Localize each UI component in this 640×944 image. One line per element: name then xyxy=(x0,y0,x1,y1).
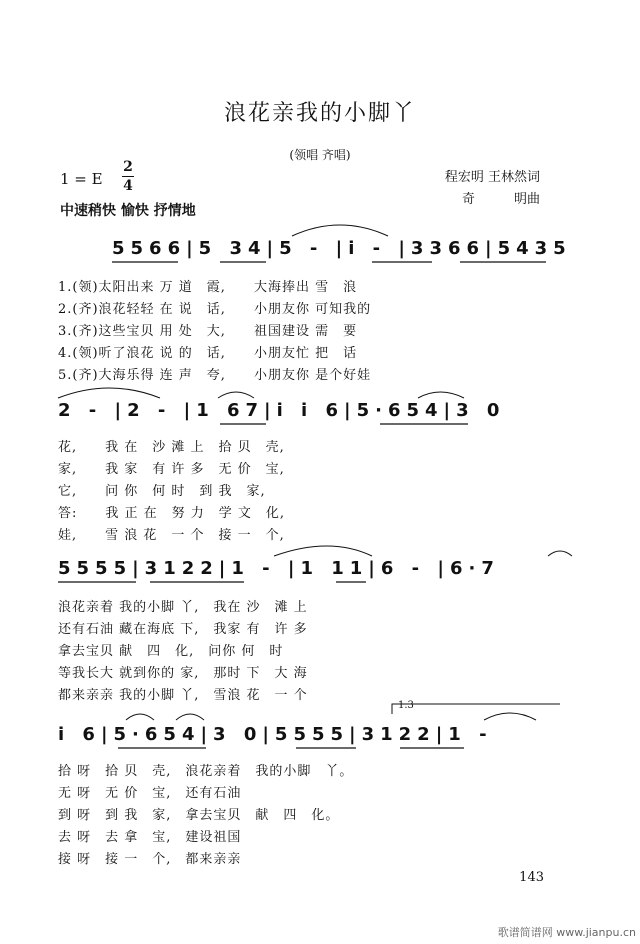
verse-line: 1.(领)太阳出来 万 道 霞, 大海捧出 雪 浪 xyxy=(58,280,358,295)
verse-line: 5.(齐)大海乐得 连 声 夸, 小朋友你 是个好娃 xyxy=(58,368,372,383)
slur xyxy=(58,388,160,398)
slur xyxy=(418,392,464,398)
slur xyxy=(176,714,204,720)
slur xyxy=(292,225,388,236)
verse-line: 拾 呀 拾 贝 壳, 浪花亲着 我的小脚 丫。 xyxy=(58,764,354,779)
composer-credit: 奇 明曲 xyxy=(461,192,540,207)
verse-line: 接 呀 接 一 个, 都来亲亲 xyxy=(58,852,242,867)
verse-line: 拿去宝贝 献 四 化, 问你 何 时 xyxy=(58,644,284,659)
time-signature-top: 2 xyxy=(123,159,133,175)
watermark: 歌谱简谱网 www.jianpu.cn xyxy=(497,926,636,939)
verse-line: 都来亲亲 我的小脚 丫, 雪浪 花 一 个 xyxy=(58,688,308,703)
time-signature-bottom: 4 xyxy=(123,178,133,194)
slur xyxy=(274,546,372,556)
verse-line: 它, 问 你 何 时 到 我 家, xyxy=(58,484,266,499)
time-signature xyxy=(122,158,134,195)
slur xyxy=(126,714,154,720)
verse-line: 答: 我 正 在 努 力 学 文 化, xyxy=(58,506,286,521)
verse-line: 等我长大 就到你的 家, 那时 下 大 海 xyxy=(58,666,308,681)
verse-line: 2.(齐)浪花轻轻 在 说 话, 小朋友你 可知我的 xyxy=(58,302,372,317)
notation-line-4: i 6|5·654|3 0|5555|3122|1 - xyxy=(58,724,493,745)
verse-line: 还有石油 藏在海底 下, 我家 有 许 多 xyxy=(58,622,308,637)
page-number: 143 xyxy=(519,870,544,885)
song-title: 浪花亲我的小脚丫 xyxy=(223,101,416,126)
volta-bracket xyxy=(392,704,560,714)
slur xyxy=(484,713,536,720)
verse-line: 家, 我 家 有 许 多 无 价 宝, xyxy=(58,462,285,477)
verse-line: 去 呀 去 拿 宝, 建设祖国 xyxy=(58,830,242,845)
notation-line-2: 2 - |2 - |1 67|i i 6|5·654|3 0 xyxy=(58,400,506,421)
key-signature: 1 = E xyxy=(60,170,103,188)
slur xyxy=(218,392,254,398)
verse-line: 浪花亲着 我的小脚 丫, 我在 沙 滩 上 xyxy=(58,600,308,615)
lyricist-credit: 程宏明 王林然词 xyxy=(444,170,540,185)
performance-note: (领唱 齐唱) xyxy=(289,148,351,162)
verse-line: 无 呀 无 价 宝, 还有石油 xyxy=(58,786,242,801)
volta-mark: 1.3 xyxy=(398,700,414,711)
notation-line-1: 5566|5 34|5 - |i - |3366|5435 xyxy=(112,238,572,259)
verse-line: 花, 我 在 沙 滩 上 拾 贝 壳, xyxy=(58,440,285,455)
verse-line: 4.(领)听了浪花 说 的 话, 小朋友忙 把 话 xyxy=(58,346,358,361)
slur xyxy=(548,551,572,556)
verse-line: 娃, 雪 浪 花 一 个 接 一 个, xyxy=(58,528,285,543)
tempo-marking: 中速稍快 愉快 抒情地 xyxy=(60,203,196,219)
notation-line-3: 5555|3122|1 - |1 11|6 - |6·7 xyxy=(58,558,500,579)
verse-line: 到 呀 到 我 家, 拿去宝贝 献 四 化。 xyxy=(58,808,340,823)
verse-line: 3.(齐)这些宝贝 用 处 大, 祖国建设 需 要 xyxy=(58,324,358,339)
